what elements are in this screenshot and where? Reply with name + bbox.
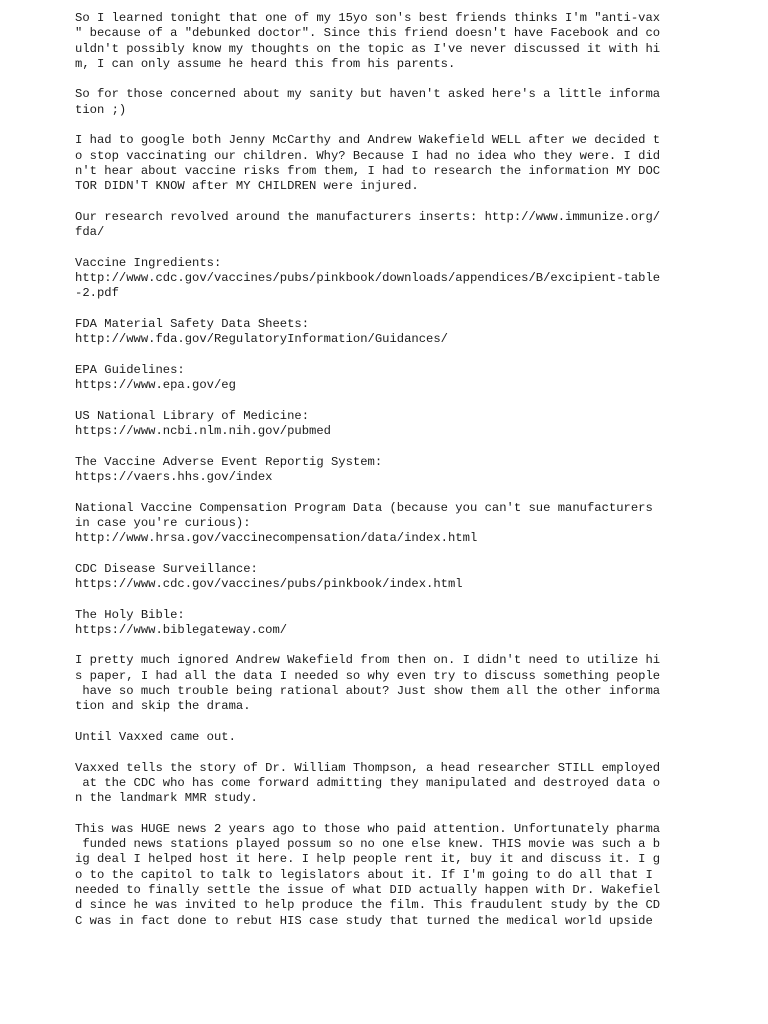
text-line: So I learned tonight that one of my 15yo son's best friends thinks I'm "anti-vax bbox=[75, 11, 661, 25]
text-line: tion and skip the drama. bbox=[75, 699, 251, 714]
text-line: FDA Material Safety Data Sheets: bbox=[75, 316, 310, 331]
paragraph-huge-news bbox=[75, 822, 675, 929]
text-line: d since he was invited to help produce the film. This fraudulent study by the CD bbox=[75, 898, 661, 913]
text-line: EPA Guidelines: bbox=[75, 362, 185, 377]
text-line: needed to finally settle the issue of what DID actually happen with Dr. Wakefiel bbox=[75, 882, 661, 897]
paragraph-sanity bbox=[75, 87, 675, 118]
text-line: o stop vaccinating our children. Why? Because I had no idea who they were. I did bbox=[75, 148, 661, 163]
text-line: Vaxxed tells the story of Dr. William Thompson, a head researcher STILL employed bbox=[75, 760, 661, 775]
paragraph-intro bbox=[75, 11, 675, 72]
paragraph-research bbox=[75, 210, 675, 241]
text-line: So for those concerned about my sanity but haven't asked here's a little informa bbox=[75, 87, 661, 102]
url-line: https://vaers.hhs.gov/index bbox=[75, 469, 273, 484]
text-line: C was in fact done to rebut HIS case study that turned the medical world upside bbox=[75, 913, 653, 928]
url-line: http://www.cdc.gov/vaccines/pubs/pinkbook/downloads/appendices/B/excipient-table bbox=[75, 271, 661, 286]
paragraph-until-vaxxed bbox=[75, 730, 675, 745]
text-line: funded news stations played possum so no one else knew. THIS movie was such a b bbox=[75, 837, 661, 852]
text-line: National Vaccine Compensation Program Data (because you can't sue manufacturers bbox=[75, 500, 653, 515]
paragraph-vaxxed-story bbox=[75, 761, 675, 807]
text-line: n't hear about vaccine risks from them, I had to research the information MY DOC bbox=[75, 163, 661, 178]
text-line: uldn't possibly know my thoughts on the topic as I've never discussed it with hi bbox=[75, 41, 661, 56]
text-line: n the landmark MMR study. bbox=[75, 791, 258, 806]
text-line: ig deal I helped host it here. I help people rent it, buy it and discuss it. I g bbox=[75, 852, 661, 867]
text-line: I pretty much ignored Andrew Wakefield from then on. I didn't need to utilize hi bbox=[75, 653, 661, 668]
text-line: Until Vaxxed came out. bbox=[75, 729, 236, 744]
text-line: have so much trouble being rational about? Just show them all the other informa bbox=[75, 684, 661, 699]
text-line: tion ;) bbox=[75, 102, 127, 117]
paragraph-vicp bbox=[75, 501, 675, 547]
text-line: at the CDC who has come forward admitting they manipulated and destroyed data o bbox=[75, 775, 661, 790]
paragraph-nlm bbox=[75, 409, 675, 440]
text-line: Vaccine Ingredients: bbox=[75, 255, 222, 270]
paragraph-ignored bbox=[75, 653, 675, 714]
url-line: http://www.fda.gov/RegulatoryInformation/Guidances/ bbox=[75, 332, 448, 347]
url-line: https://www.biblegateway.com/ bbox=[75, 622, 288, 637]
text-line: m, I can only assume he heard this from his parents. bbox=[75, 56, 456, 71]
url-line: https://www.ncbi.nlm.nih.gov/pubmed bbox=[75, 424, 331, 439]
text-line: US National Library of Medicine: bbox=[75, 408, 310, 423]
url-line: https://www.epa.gov/eg bbox=[75, 378, 236, 393]
url-line: https://www.cdc.gov/vaccines/pubs/pinkbook/index.html bbox=[75, 576, 463, 591]
document-page bbox=[75, 11, 675, 944]
text-line: Our research revolved around the manufacturers inserts: http://www.immunize.org/ bbox=[75, 209, 661, 224]
text-line: CDC Disease Surveillance: bbox=[75, 561, 258, 576]
paragraph-vaers bbox=[75, 455, 675, 486]
text-line: fda/ bbox=[75, 225, 105, 240]
text-line: This was HUGE news 2 years ago to those who paid attention. Unfortunately pharma bbox=[75, 821, 661, 836]
text-line: The Holy Bible: bbox=[75, 607, 185, 622]
url-line: http://www.hrsa.gov/vaccinecompensation/data/index.html bbox=[75, 531, 478, 546]
text-line: s paper, I had all the data I needed so why even try to discuss something people bbox=[75, 668, 661, 683]
paragraph-fda-msds bbox=[75, 317, 675, 348]
text-line: o to the capitol to talk to legislators about it. If I'm going to do all that I bbox=[75, 867, 653, 882]
paragraph-epa bbox=[75, 363, 675, 394]
paragraph-vaccine-ingredients bbox=[75, 256, 675, 302]
text-line: The Vaccine Adverse Event Reportig System: bbox=[75, 454, 383, 469]
text-line: I had to google both Jenny McCarthy and Andrew Wakefield WELL after we decided t bbox=[75, 133, 661, 148]
text-line: in case you're curious): bbox=[75, 515, 251, 530]
paragraph-google bbox=[75, 133, 675, 194]
url-line: -2.pdf bbox=[75, 286, 119, 301]
text-line: TOR DIDN'T KNOW after MY CHILDREN were injured. bbox=[75, 179, 419, 194]
paragraph-cdc-surveillance bbox=[75, 562, 675, 593]
paragraph-bible bbox=[75, 608, 675, 639]
text-line: " because of a "debunked doctor". Since this friend doesn't have Facebook and co bbox=[75, 26, 661, 41]
